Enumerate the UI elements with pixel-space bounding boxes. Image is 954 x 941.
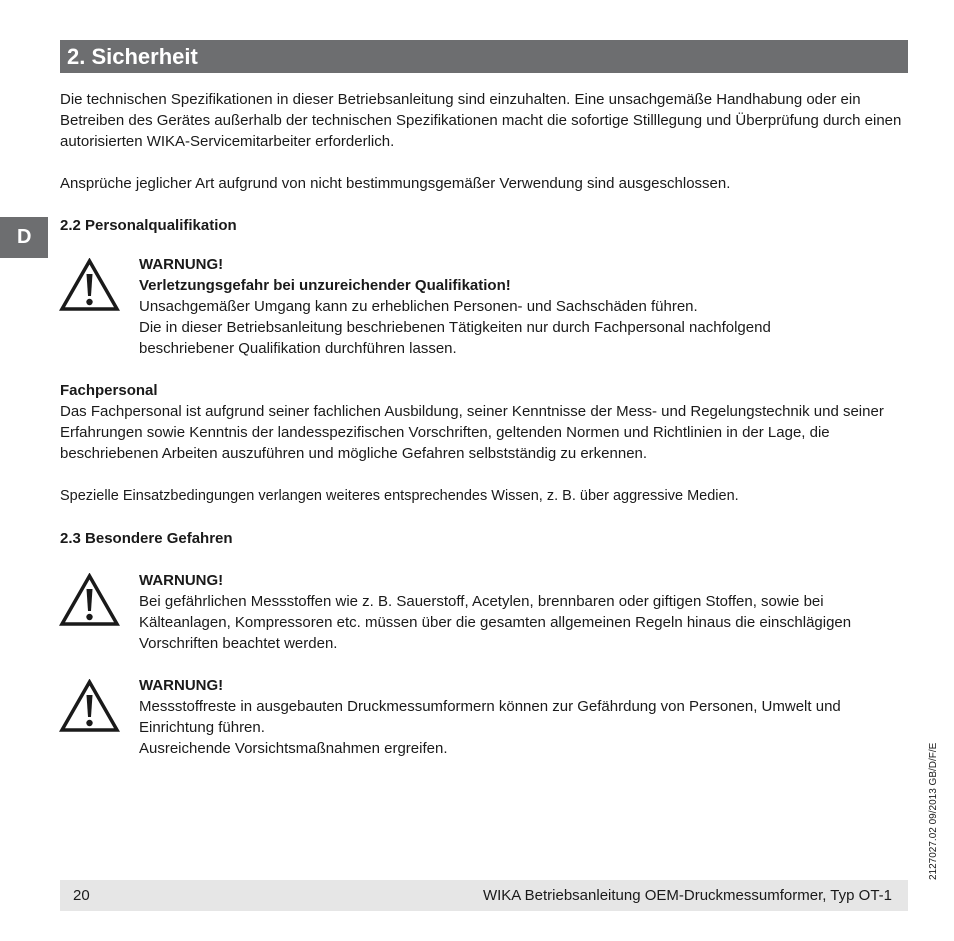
fachpersonal-paragraph: Das Fachpersonal ist aufgrund seiner fachlichen Ausbildung, seiner Kenntnisse der Mess- und Regelungstechnik und seiner Erfahrungen sowie Kenntnis der landesspezifischen Vorschriften, geltenden Normen und Richtlinien in der Lage, die beschriebenen Arbeiten auszuführen und mögliche Gefahren selbstständig zu erkennen. xyxy=(60,403,884,462)
warning-text: Messstoffreste in ausgebauten Druckmessumformern können zur Gefährdung von Personen, Umwelt und Einrichtung führen. xyxy=(139,698,841,736)
warning-subtitle: Verletzungsgefahr bei unzureichender Qualifikation! xyxy=(139,277,511,294)
warning-triangle-icon xyxy=(59,258,120,312)
warning-label: WARNUNG! xyxy=(139,572,224,589)
warning-line-2: Die in dieser Betriebsanleitung beschriebenen Tätigkeiten nur durch Fachpersonal nachfolgend beschriebener Qualifikation durchführen lassen. xyxy=(139,319,771,357)
section-title: 2. Sicherheit xyxy=(60,40,908,73)
intro-paragraph-1: Die technischen Spezifikationen in dieser Betriebsanleitung sind einzuhalten. Eine unsachgemäße Handhabung oder ein Betreiben des Gerätes außerhalb der technischen Spezifikationen macht die sofortige Stilllegung und Überprüfung durch einen autorisierten WIKA-Servicemitarbeiter erforderlich. xyxy=(60,91,902,150)
warning-text-2: Ausreichende Vorsichtsmaßnahmen ergreifen. xyxy=(139,740,448,757)
language-tab: D xyxy=(0,217,48,258)
special-conditions-paragraph: Spezielle Einsatzbedingungen verlangen weiteres entsprechendes Wissen, z. B. über aggressive Medien. xyxy=(60,488,739,504)
warning-block-qualifikation xyxy=(139,254,914,359)
warning-text: Bei gefährlichen Messstoffen wie z. B. Sauerstoff, Acetylen, brennbaren oder giftigen Stoffen, sowie bei Kälteanlagen, Kompressoren etc. müssen über die gesamten allgemeinen Regeln hinaus die einschlägigen Vorschriften beachtet werden. xyxy=(139,593,852,652)
heading-fachpersonal: Fachpersonal xyxy=(60,382,158,399)
warning-block-messstoffe xyxy=(139,570,914,654)
warning-triangle-icon xyxy=(59,573,120,627)
warning-triangle-icon xyxy=(59,679,120,733)
document-code: 2127027.02 09/2013 GB/D/F/E xyxy=(928,742,939,880)
warning-line-1: Unsachgemäßer Umgang kann zu erheblichen Personen- und Sachschäden führen. xyxy=(139,298,698,315)
warning-label: WARNUNG! xyxy=(139,256,224,273)
page-number: 20 xyxy=(73,887,90,904)
document-title: WIKA Betriebsanleitung OEM-Druckmessumformer, Typ OT-1 xyxy=(482,887,892,904)
page-footer xyxy=(60,880,908,911)
heading-personalqualifikation: 2.2 Personalqualifikation xyxy=(60,217,237,234)
heading-besondere-gefahren: 2.3 Besondere Gefahren xyxy=(60,530,233,547)
intro-paragraph-2: Ansprüche jeglicher Art aufgrund von nicht bestimmungsgemäßer Verwendung sind ausgeschlossen. xyxy=(60,175,731,192)
warning-label: WARNUNG! xyxy=(139,677,224,694)
warning-block-messstoffreste xyxy=(139,675,914,759)
